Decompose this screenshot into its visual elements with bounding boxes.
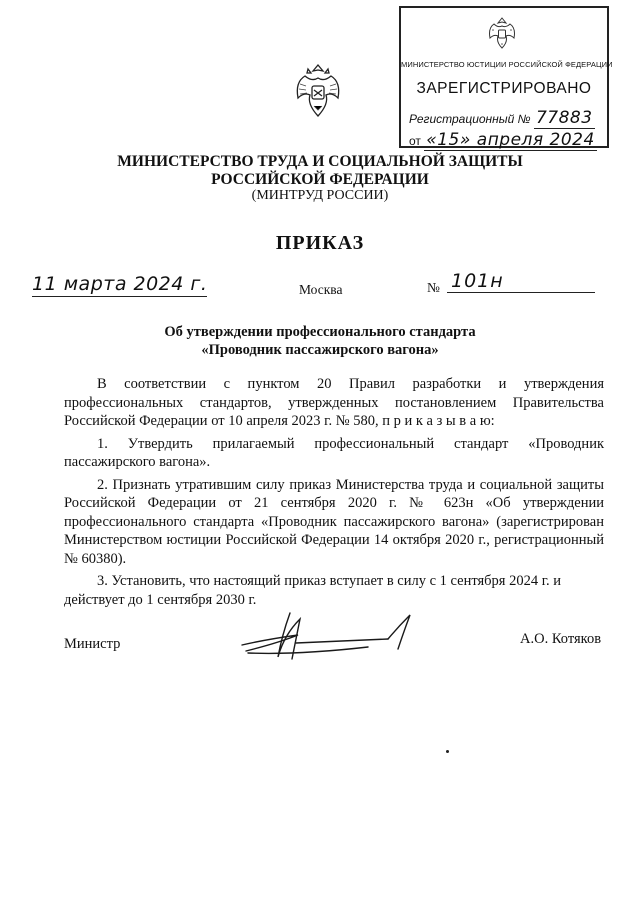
- signature-mark: [238, 605, 438, 665]
- scan-dot: [446, 750, 449, 753]
- paragraph-preamble: В соответствии с пунктом 20 Правил разработки и утверждения профессиональных стандартов, утвержденных постановлением Правительства Российской Федерации от 10 апреля 2023 г. № 580, п р и к а з ы в а ю:: [64, 376, 604, 429]
- ministry-short-name: (МИНТРУД РОССИИ): [251, 188, 389, 203]
- stamp-ministry: МИНИСТЕРСТВО ЮСТИЦИИ РОССИЙСКОЙ ФЕДЕРАЦИИ: [401, 60, 613, 69]
- stamp-date-line: [409, 130, 603, 150]
- stamp-registered: ЗАРЕГИСТРИРОВАНО: [416, 80, 592, 97]
- coat-of-arms-icon: [484, 14, 520, 54]
- signatory-position: Министр: [64, 636, 121, 652]
- coat-of-arms-icon: [292, 62, 344, 122]
- signatory-name: А.О. Котяков: [520, 631, 602, 647]
- document-title: ПРИКАЗ: [275, 232, 365, 254]
- order-number-label: №: [427, 280, 440, 295]
- stamp-regno-value: 77883: [535, 108, 593, 128]
- paragraph-item-1: 1. Утвердить прилагаемый профессиональный стандарт «Проводник пассажирского вагона».: [64, 435, 604, 470]
- ministry-name-line1: МИНИСТЕРСТВО ТРУДА И СОЦИАЛЬНОЙ ЗАЩИТЫ: [117, 153, 523, 170]
- ministry-name-line2: РОССИЙСКОЙ ФЕДЕРАЦИИ: [211, 171, 429, 188]
- paragraph-item-3: 3. Установить, что настоящий приказ вступает в силу с 1 сентября 2024 г. и действует до 1 сентября 2030 г.: [64, 573, 562, 608]
- order-number: 101н: [447, 270, 595, 293]
- paragraph-item-2: 2. Признать утратившим силу приказ Министерства труда и социальной защиты Российской Федерации от 21 сентября 2020 г. № 623н «Об утверждении профессионального стандарта «Проводник пассажирского вагона» (зарегистрирован Министерством юстиции Российской Федерации 14 октября 2020 г., регистрационный № 60380).: [64, 476, 604, 567]
- stamp-regno-label: Регистрационный №: [409, 112, 531, 126]
- subject-line1: Об утверждении профессионального стандарта: [164, 324, 476, 340]
- order-body: [64, 375, 604, 609]
- order-city: Москва: [299, 282, 343, 297]
- subject-line2: «Проводник пассажирского вагона»: [201, 342, 439, 358]
- order-date: 11 марта 2024 г.: [32, 273, 208, 295]
- registration-stamp: [399, 6, 613, 150]
- stamp-regno-line: [409, 108, 603, 128]
- stamp-date-prefix: от: [409, 134, 421, 148]
- stamp-date-value: «15» апреля 2024: [426, 130, 595, 150]
